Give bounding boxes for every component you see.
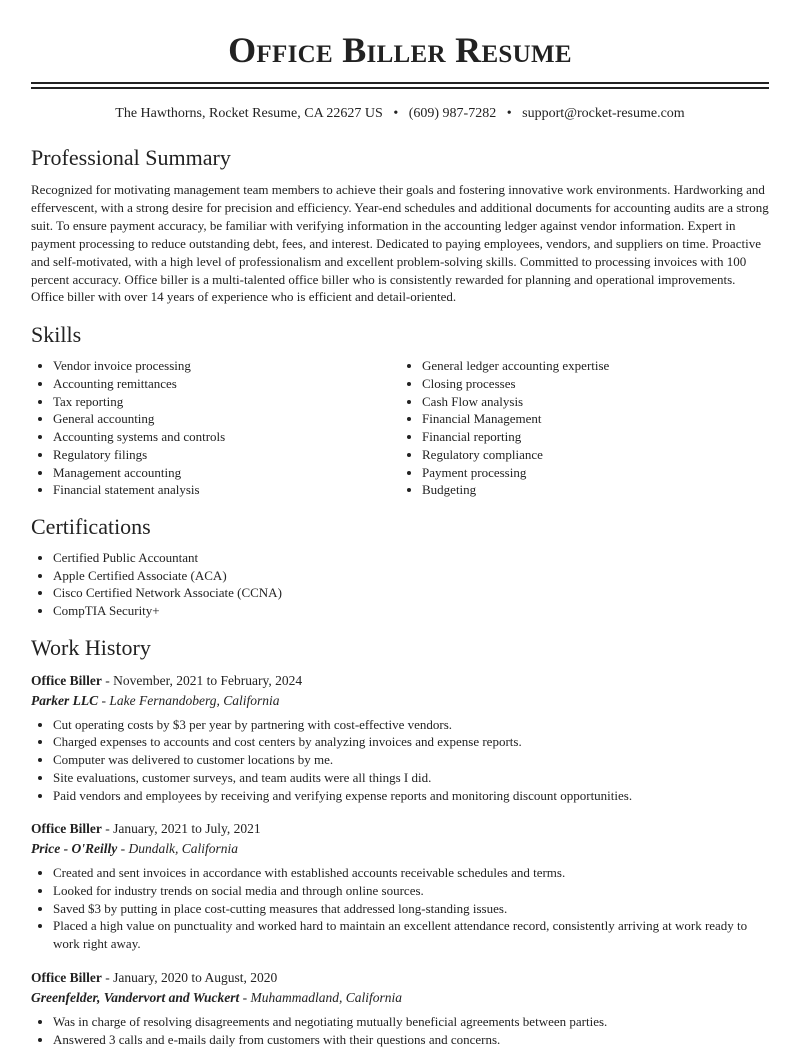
job-location: - Muhammadland, California (239, 989, 403, 1005)
job-company: Parker LLC (31, 692, 99, 708)
title-divider-top (31, 82, 769, 84)
job-dates: - January, 2020 to August, 2020 (101, 969, 278, 985)
job-bullet: • Was in charge of resolving disagreements and negotiating mutually beneficial agreements between parties. (53, 1013, 769, 1031)
contact-address: The Hawthorns, Rocket Resume, CA 22627 US (115, 106, 383, 121)
skill-item: • Financial Management (422, 410, 769, 428)
job-location: - Lake Fernandoberg, California (98, 692, 280, 708)
title-divider-bottom (31, 87, 769, 89)
job-bullet: • Charged expenses to accounts and cost centers by analyzing invoices and expense reports. (53, 733, 769, 751)
skill-item: • Vendor invoice processing (53, 357, 400, 375)
skill-item: • Cash Flow analysis (422, 393, 769, 411)
skill-item: • Payment processing (422, 464, 769, 482)
job-company-line (31, 988, 769, 1007)
contact-phone: (609) 987-7282 (408, 106, 497, 121)
job-bullets (31, 864, 769, 953)
job-bullet: • Site evaluations, customer surveys, and team audits were all things I did. (53, 769, 769, 787)
contact-line (31, 105, 769, 123)
skills-columns (31, 357, 769, 499)
job-location: - Dundalk, California (117, 841, 238, 857)
certification-item: • Cisco Certified Network Associate (CCNA) (53, 584, 769, 602)
job-bullet: • Looked for industry trends on social media and through online sources. (53, 882, 769, 900)
certifications-heading: Certifications (31, 513, 151, 539)
skill-item: • Closing processes (422, 375, 769, 393)
skill-item: • Regulatory filings (53, 446, 400, 464)
job-bullets (31, 716, 769, 805)
certification-item: • Apple Certified Associate (ACA) (53, 567, 769, 585)
job-title: Office Biller (31, 821, 102, 837)
job-company: Greenfelder, Vandervort and Wuckert (31, 989, 240, 1005)
skills-list-right (400, 357, 769, 499)
job-bullets (31, 1013, 769, 1048)
skill-item: • General ledger accounting expertise (422, 357, 769, 375)
job-company: Price - O'Reilly (31, 841, 118, 857)
resume-title: Office Biller Resume (228, 30, 572, 70)
skill-item: • General accounting (53, 410, 400, 428)
work-history-heading: Work History (31, 634, 151, 660)
work-history-section (31, 635, 769, 1048)
job-bullet: • Answered 3 calls and e-mails daily from customers with their questions and concerns. (53, 1031, 769, 1048)
job-entry (31, 968, 769, 1048)
skill-item: • Regulatory compliance (422, 446, 769, 464)
contact-separator: • (393, 106, 399, 121)
job-company-line (31, 691, 769, 710)
certification-item: • Certified Public Accountant (53, 549, 769, 567)
job-entry (31, 671, 769, 805)
summary-text: Recognized for motivating management team members to achieve their goals and fostering innovative work environments. Hardworking and effervescent, with a strong desire for precision and efficiency. Year-end schedules and additional documents for accounting audits are a strong suit. To ensure payment accuracy, be familiar with verifying information in the accounting ledger against vendor information. Expert in payment processing to reduce outstanding debt, fees, and interest. Dedicated to paying employees, vendors, and suppliers on time. Proactive and self-motivated, with a high level of professionalism and excellent problem-solving skills. Committed to processing invoices with 100 percent accuracy. Office biller is a multi-talented office biller who is consistently rewarded for planning and operational improvements. Office biller with over 14 years of experience who is efficient and detail-oriented. (31, 182, 769, 305)
job-dates: - January, 2021 to July, 2021 (101, 821, 261, 837)
job-bullet: • Paid vendors and employees by receiving and verifying expense reports and monitoring discount opportunities. (53, 787, 769, 805)
job-title: Office Biller (31, 672, 102, 688)
skill-item: • Accounting systems and controls (53, 428, 400, 446)
job-bullet: • Saved $3 by putting in place cost-cutting measures that addressed long-standing issues. (53, 900, 769, 918)
skill-item: • Financial statement analysis (53, 481, 400, 499)
contact-email[interactable]: support@rocket-resume.com (522, 106, 685, 121)
skills-heading: Skills (31, 322, 82, 348)
certification-item: • CompTIA Security+ (53, 602, 769, 620)
skill-item: • Management accounting (53, 464, 400, 482)
skills-list-left (31, 357, 400, 499)
skills-section (31, 322, 769, 499)
certifications-section (31, 514, 769, 620)
skill-item: • Tax reporting (53, 393, 400, 411)
job-bullet: • Placed a high value on punctuality and worked hard to maintain an excellent attendance record, consistently arriving at work ready to work right away. (53, 917, 769, 952)
job-bullet: • Created and sent invoices in accordance with established accounts receivable schedules and terms. (53, 864, 769, 882)
summary-heading: Professional Summary (31, 145, 231, 170)
job-title-line (31, 671, 769, 690)
summary-section (31, 145, 769, 306)
job-bullet: • Computer was delivered to customer locations by me. (53, 751, 769, 769)
job-title-line (31, 968, 769, 987)
job-company-line (31, 839, 769, 858)
certifications-list (31, 549, 769, 620)
job-dates: - November, 2021 to February, 2024 (101, 672, 303, 688)
job-title-line (31, 819, 769, 838)
job-entry (31, 819, 769, 953)
skill-item: • Financial reporting (422, 428, 769, 446)
job-bullet: • Cut operating costs by $3 per year by partnering with cost-effective vendors. (53, 716, 769, 734)
contact-separator: • (506, 106, 512, 121)
skill-item: • Budgeting (422, 481, 769, 499)
job-title: Office Biller (31, 969, 102, 985)
skill-item: • Accounting remittances (53, 375, 400, 393)
